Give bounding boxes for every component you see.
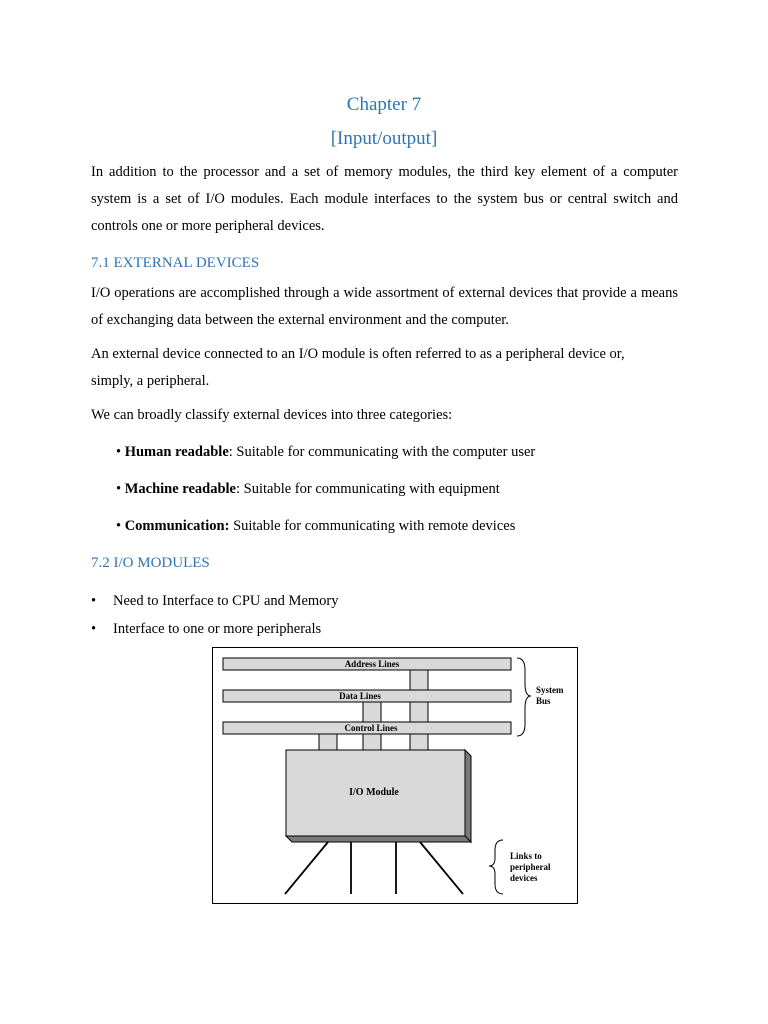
links-label: devices xyxy=(510,873,538,883)
intro-paragraph: In addition to the processor and a set of memory modules, the third key element of a computer system is a set of I/O modules. Each module interfaces to the system bus or central switch and controls one or more peripheral devices. xyxy=(91,164,678,234)
category-desc: : Suitable for communicating with equipment xyxy=(236,481,500,497)
peripheral-paragraph: An external device connected to an I/O module is often referred to as a peripheral device or, simply, a peripheral. xyxy=(91,346,625,389)
chapter-subtitle: [Input/output] xyxy=(330,128,438,149)
category-desc: Suitable for communicating with remote devices xyxy=(229,518,516,534)
io-module-label: I/O Module xyxy=(349,787,399,798)
system-bus-label: System xyxy=(536,685,564,695)
module-bottom-shadow xyxy=(286,836,471,842)
address-connector xyxy=(410,702,428,722)
category-term: Machine readable xyxy=(124,481,236,497)
category-term: Communication: xyxy=(124,518,230,534)
system-bus-brace-icon xyxy=(517,658,531,736)
links-label: Links to xyxy=(510,851,542,861)
list-item-text: Interface to one or more peripherals xyxy=(113,621,322,637)
address-connector xyxy=(410,734,428,750)
bullet-icon: • xyxy=(91,621,97,637)
section-title-io-modules: 7.2 I/O MODULES xyxy=(91,555,210,571)
category-machine-readable: • Machine readable: Suitable for communicating with equipment xyxy=(116,481,500,497)
links-label: peripheral xyxy=(510,862,551,872)
system-bus-label: Bus xyxy=(536,696,551,706)
category-term: Human readable xyxy=(124,444,229,460)
categories-intro: We can broadly classify external devices into three categories: xyxy=(91,407,453,423)
links-brace-icon xyxy=(489,840,503,894)
address-connector xyxy=(410,670,428,690)
data-lines-label: Data Lines xyxy=(339,691,381,701)
peripheral-link xyxy=(420,842,463,894)
category-communication: • Communication: Suitable for communicating with remote devices xyxy=(116,518,516,534)
peripheral-link xyxy=(285,842,328,894)
external-devices-paragraph: I/O operations are accomplished through a wide assortment of external devices that provide a means of exchanging data between the external environment and the computer. xyxy=(91,285,678,328)
chapter-title: Chapter 7 xyxy=(346,94,422,115)
bullet-icon: • xyxy=(91,593,97,609)
address-lines-label: Address Lines xyxy=(344,659,400,669)
io-module-figure xyxy=(212,647,578,904)
data-connector xyxy=(363,734,381,750)
data-connector xyxy=(363,702,381,722)
control-lines-label: Control Lines xyxy=(344,723,398,733)
section-title-external-devices: 7.1 EXTERNAL DEVICES xyxy=(91,255,260,271)
category-human-readable: • Human readable: Suitable for communicating with the computer user xyxy=(116,444,536,460)
control-connector xyxy=(319,734,337,750)
category-desc: : Suitable for communicating with the computer user xyxy=(228,444,536,460)
list-item-text: Need to Interface to CPU and Memory xyxy=(113,593,339,609)
module-side-shadow xyxy=(465,750,471,842)
